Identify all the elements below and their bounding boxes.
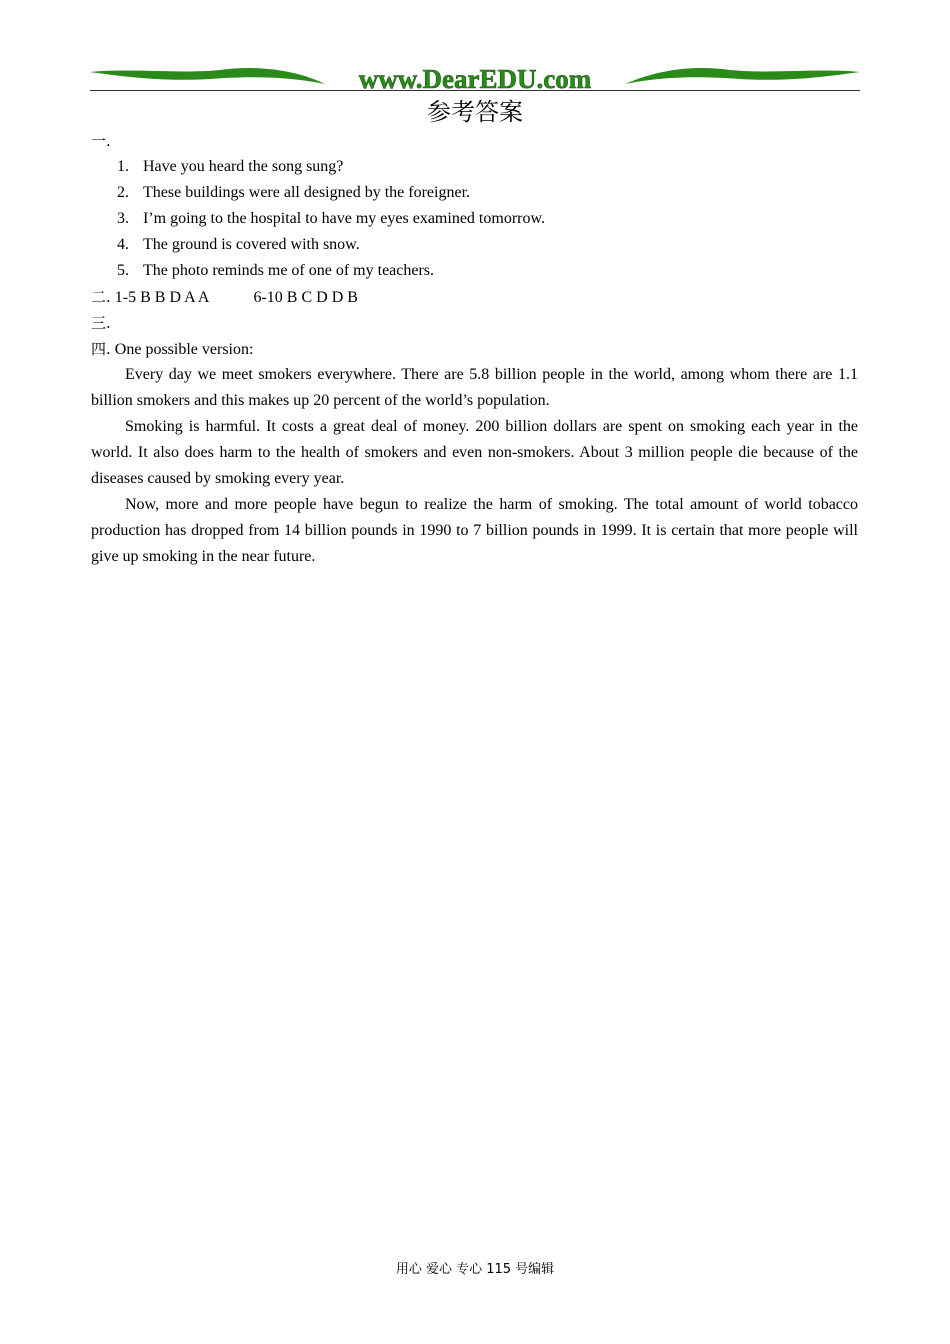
list-item bbox=[91, 258, 858, 284]
list-item bbox=[91, 154, 858, 180]
section-3-heading bbox=[91, 310, 858, 336]
section-1-heading bbox=[91, 128, 858, 154]
item-text: Have you heard the song sung? bbox=[143, 158, 344, 175]
essay-paragraph: Now, more and more people have begun to realize the harm of smoking. The total amount of world tobacco production has dropped from 14 billion pounds in 1990 to 7 billion pounds in 1999. It is certain that more people will give up smoking in the near future. bbox=[91, 496, 858, 565]
list-item bbox=[91, 232, 858, 258]
section-4-intro: One possible version: bbox=[114, 341, 254, 358]
header-rule bbox=[90, 90, 860, 91]
answers-6-10: 6-10 B C D D B bbox=[253, 289, 358, 306]
item-number: 2. bbox=[117, 184, 129, 201]
answers-1-5: 1-5 B B D A A bbox=[114, 289, 210, 306]
list-item bbox=[91, 206, 858, 232]
section-2-marker: 二. bbox=[91, 288, 111, 306]
item-text: The photo reminds me of one of my teachers. bbox=[143, 262, 435, 279]
page-footer: 用心 爱心 专心 115 号编辑 bbox=[395, 1262, 555, 1277]
section-4-heading bbox=[91, 336, 858, 362]
section-4-marker: 四. bbox=[91, 340, 111, 358]
list-item bbox=[91, 180, 858, 206]
answer-content bbox=[91, 128, 858, 570]
section-2-answers bbox=[91, 284, 858, 310]
item-number: 5. bbox=[117, 262, 129, 279]
essay-paragraph: Every day we meet smokers everywhere. There are 5.8 billion people in the world, among whom there are 1.1 billion smokers and this makes up 20 percent of the world’s population. bbox=[91, 366, 858, 409]
essay-paragraph: Smoking is harmful. It costs a great deal of money. 200 billion dollars are spent on smoking each year in the world. It also does harm to the health of smokers and even non-smokers. About 3 million people die because of the diseases caused by smoking every year. bbox=[91, 418, 858, 487]
item-number: 3. bbox=[117, 210, 129, 227]
logo-text: www.DearEDU.com bbox=[358, 64, 592, 94]
page-title: 参考答案 bbox=[427, 98, 523, 126]
item-number: 1. bbox=[117, 158, 129, 175]
item-text: These buildings were all designed by the foreigner. bbox=[143, 184, 471, 201]
section-3-marker: 三. bbox=[91, 314, 111, 332]
item-number: 4. bbox=[117, 236, 129, 253]
left-swoosh bbox=[90, 68, 325, 84]
item-text: The ground is covered with snow. bbox=[143, 236, 360, 253]
item-text: I’m going to the hospital to have my eyes examined tomorrow. bbox=[143, 210, 545, 227]
section-1-marker: 一. bbox=[91, 132, 111, 150]
site-logo-banner bbox=[90, 60, 860, 94]
logo-swoosh-graphic bbox=[90, 60, 860, 94]
section-1-list bbox=[91, 154, 858, 284]
right-swoosh bbox=[625, 68, 860, 84]
